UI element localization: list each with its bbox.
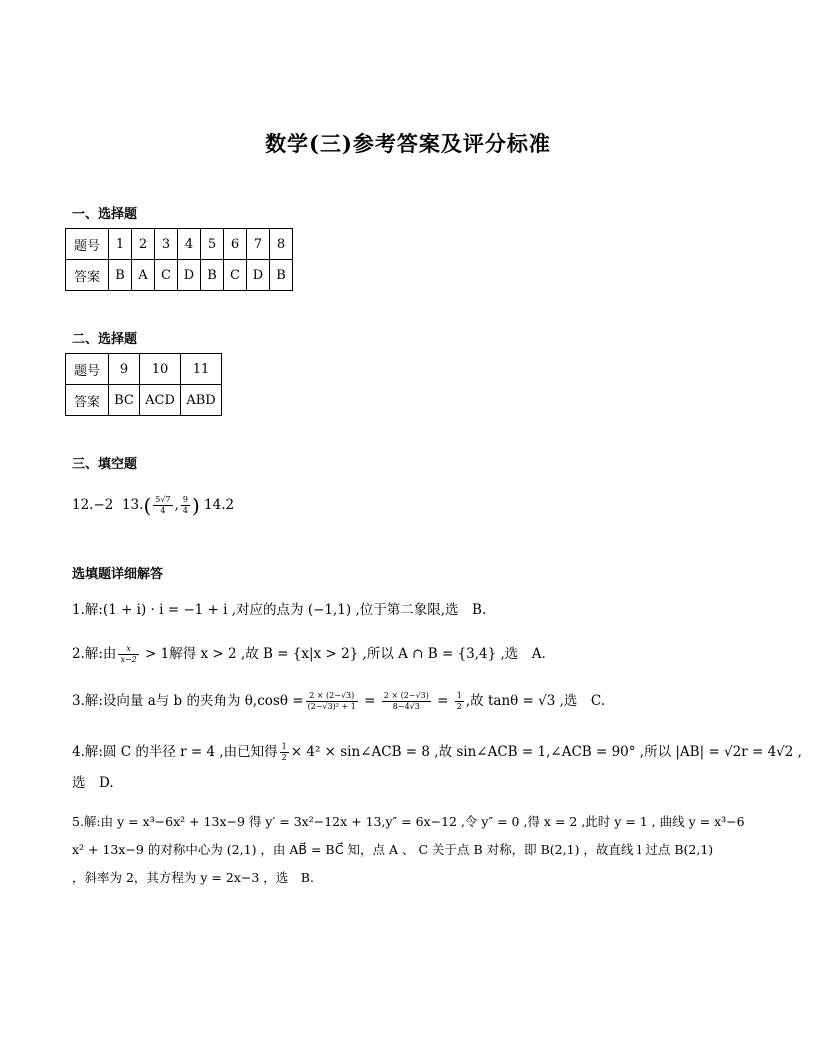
table-cell: C <box>155 260 178 291</box>
section-heading-multi-choice: 二、选择题 <box>72 332 138 347</box>
text: = <box>359 693 380 709</box>
answer-13-prefix: 13. <box>121 497 144 513</box>
separator: , <box>174 497 179 513</box>
table-row <box>66 354 222 385</box>
fraction <box>306 691 358 712</box>
solution-5-line-2: x² + 13x−9 的对称中心为 (2,1) ，由 AB⃗ = BC⃗ 知，点 A 、 C 关于点 B 对称，即 B(2,1) ，故直线 l 过点 B(2,1) <box>72 842 714 857</box>
numerator: 2 × (2−√3) <box>383 691 429 700</box>
table-cell: BC <box>109 385 140 416</box>
table-cell: 11 <box>181 354 222 385</box>
table-cell: C <box>224 260 247 291</box>
text: 2.解:由 <box>72 646 117 662</box>
solution-4 <box>72 741 802 763</box>
denominator: 4 <box>182 506 188 515</box>
text: ,故 tanθ = √3 ,选 C. <box>465 693 606 709</box>
table-cell: D <box>178 260 201 291</box>
section-heading-fill-in: 三、填空题 <box>72 457 138 472</box>
row-label: 题号 <box>66 229 109 260</box>
fraction <box>455 691 464 712</box>
solution-1: 1.解:(1 + i) · i = −1 + i ,对应的点为 (−1,1) ,位于第二象限,选 B. <box>72 602 487 618</box>
page-title: 数学(三)参考答案及评分标准 <box>265 131 551 156</box>
numerator: x <box>118 644 138 655</box>
solution-5-line-3: ，斜率为 2，其方程为 y = 2x−3 ，选 B. <box>72 870 314 885</box>
table-cell: 6 <box>224 229 247 260</box>
table-cell: 8 <box>270 229 293 260</box>
fill-in-answers <box>72 494 234 517</box>
fraction <box>118 644 138 665</box>
solution-5-line-1: 5.解:由 y = x³−6x² + 13x−9 得 y′ = 3x²−12x + 13,y″ = 6x−12 ,令 y″ = 0 ,得 x = 2 ,此时 y = 1 , 曲线 y = x³−6 <box>72 814 745 829</box>
table-cell: ABD <box>181 385 222 416</box>
table-cell: 9 <box>109 354 140 385</box>
detail-heading: 选填题详细解答 <box>72 567 164 582</box>
row-label: 答案 <box>66 260 109 291</box>
table-cell: 5 <box>201 229 224 260</box>
row-label: 题号 <box>66 354 109 385</box>
table-cell: B <box>109 260 132 291</box>
table-cell: D <box>247 260 270 291</box>
table-cell: ACD <box>140 385 181 416</box>
row-label: 答案 <box>66 385 109 416</box>
denominator: 2 <box>456 702 462 711</box>
numerator: 2 × (2−√3) <box>306 691 358 702</box>
answer-table-1 <box>65 228 293 291</box>
solution-3 <box>72 690 605 712</box>
answer-table-2 <box>65 353 222 416</box>
numerator: 1 <box>281 742 287 751</box>
denominator: (2−√3)² + 1 <box>307 702 356 711</box>
table-row <box>66 385 222 416</box>
denominator: 2 <box>281 753 287 762</box>
fraction <box>382 691 431 712</box>
text: 4.解:圆 C 的半径 r = 4 ,由已知得 <box>72 744 278 760</box>
section-heading-choice: 一、选择题 <box>72 207 138 222</box>
table-cell: B <box>201 260 224 291</box>
text: × 4² × sin∠ACB = 8 ,故 sin∠ACB = 1,∠ACB = 90° ,所以 |AB| = √2r = 4√2 , <box>290 744 802 760</box>
fraction <box>153 495 172 516</box>
table-cell: B <box>270 260 293 291</box>
solution-4-cont: 选 D. <box>72 775 114 791</box>
left-paren: ( <box>143 493 152 518</box>
denominator: 4 <box>160 506 166 515</box>
table-cell: A <box>132 260 155 291</box>
table-row <box>66 229 293 260</box>
numerator: 1 <box>456 691 462 700</box>
text: 3.解:设向量 a与 b 的夹角为 θ,cosθ = <box>72 693 304 709</box>
numerator: 9 <box>182 495 188 504</box>
table-cell: 10 <box>140 354 181 385</box>
table-cell: 2 <box>132 229 155 260</box>
right-paren: ) <box>191 493 200 518</box>
text: = <box>432 693 453 709</box>
answer-12: 12.−2 <box>72 497 114 513</box>
table-cell: 3 <box>155 229 178 260</box>
text: > 1解得 x > 2 ,故 B = {x|x > 2} ,所以 A ∩ B = {3,4} ,选 A. <box>140 646 546 662</box>
denominator: x−2 <box>120 655 137 664</box>
table-cell: 7 <box>247 229 270 260</box>
table-cell: 1 <box>109 229 132 260</box>
fraction <box>280 742 289 763</box>
solution-2 <box>72 643 546 665</box>
answer-14: 14.2 <box>204 497 235 513</box>
denominator: 8−4√3 <box>392 702 420 711</box>
fraction <box>181 495 190 516</box>
table-row <box>66 260 293 291</box>
table-cell: 4 <box>178 229 201 260</box>
numerator: 5√7 <box>155 495 171 504</box>
